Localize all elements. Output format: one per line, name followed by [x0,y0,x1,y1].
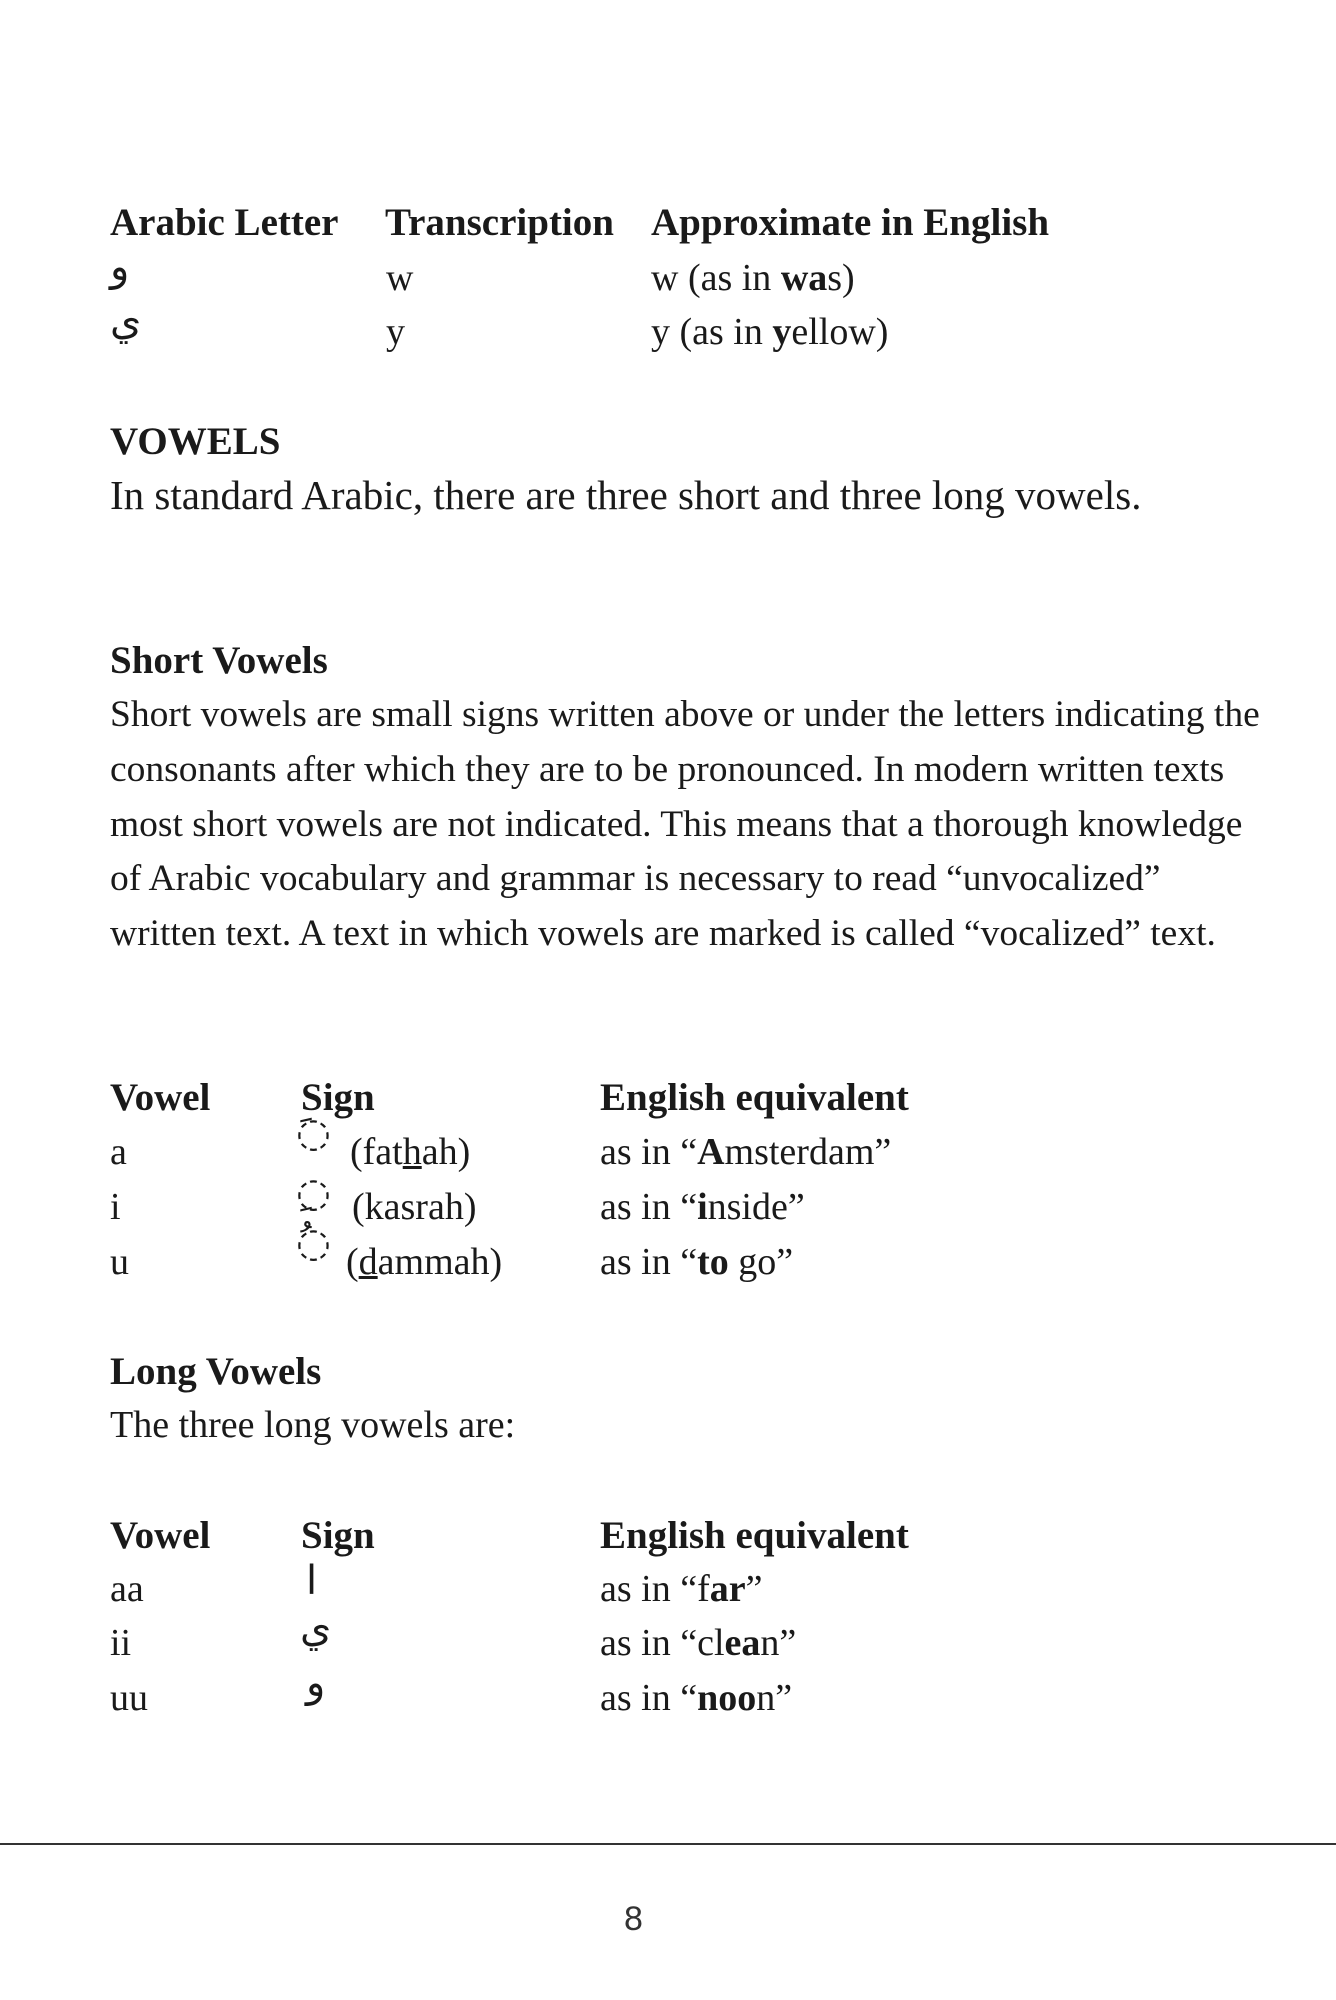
english-equiv-u: as in “to go” [600,1241,794,1283]
short-vowel-i: i [110,1186,121,1228]
footer-divider [0,1843,1336,1845]
long-vowels-heading: Long Vowels [110,1350,322,1393]
english-equiv-ii: as in “clean” [600,1622,797,1664]
short-vowel-u: u [110,1241,129,1283]
kasrah-sign: ◌ [296,1170,331,1216]
arabic-letter-waw: و [110,244,130,290]
long-col-header-sign: Sign [301,1514,375,1557]
sign-name-fathah: (fathah) [350,1131,471,1173]
col-header-transcription: Transcription [385,201,614,244]
alif-sign: ا [306,1558,318,1604]
col-header-approximate-english: Approximate in English [651,201,1050,244]
ya-sign: ي [300,1605,332,1651]
short-vowel-a: a [110,1131,127,1173]
english-equiv-uu: as in “noon” [600,1677,793,1719]
vowels-heading: VOWELS [110,420,281,463]
waw-sign: و [306,1660,326,1706]
long-vowels-intro: The three long vowels are: [110,1404,516,1446]
english-equiv-i: as in “inside” [600,1186,805,1228]
long-vowel-ii: ii [110,1622,132,1664]
short-col-header-vowel: Vowel [110,1076,211,1119]
english-equiv-a: as in “Amsterdam” [600,1131,892,1173]
col-header-arabic-letter: Arabic Letter [110,201,339,244]
short-col-header-english: English equivalent [600,1076,909,1119]
arabic-letter-ya: ي [110,298,142,344]
transcription-y: y [386,311,405,353]
long-col-header-vowel: Vowel [110,1514,211,1557]
sign-name-dammah: (dammah) [346,1241,503,1283]
dammah-sign: ◌ [296,1220,331,1266]
sign-name-kasrah: (kasrah) [352,1186,477,1228]
fathah-sign: ◌ [296,1110,331,1156]
page-number: 8 [624,1900,643,1938]
long-vowel-aa: aa [110,1568,144,1610]
short-vowels-heading: Short Vowels [110,639,328,682]
english-equiv-aa: as in “far” [600,1568,763,1610]
english-approx-y: y (as in yellow) [651,311,889,353]
english-approx-w: w (as in was) [651,257,855,299]
vowels-intro-paragraph: In standard Arabic, there are three short and three long vowels. [110,472,1142,518]
short-vowels-paragraph: Short vowels are small signs written above or under the letters indicating the consonants after which they are to be pronounced. In modern written texts most short vowels are not indicated. This means that a thorough knowledge of Arabic vocabulary and grammar is necessary to read “unvocalized” written text. A text in which vowels are marked is called “vocalized” text. [110,694,1260,955]
short-col-header-sign: Sign [301,1076,375,1119]
long-vowel-uu: uu [110,1677,148,1719]
long-col-header-english: English equivalent [600,1514,909,1557]
transcription-w: w [386,257,414,299]
